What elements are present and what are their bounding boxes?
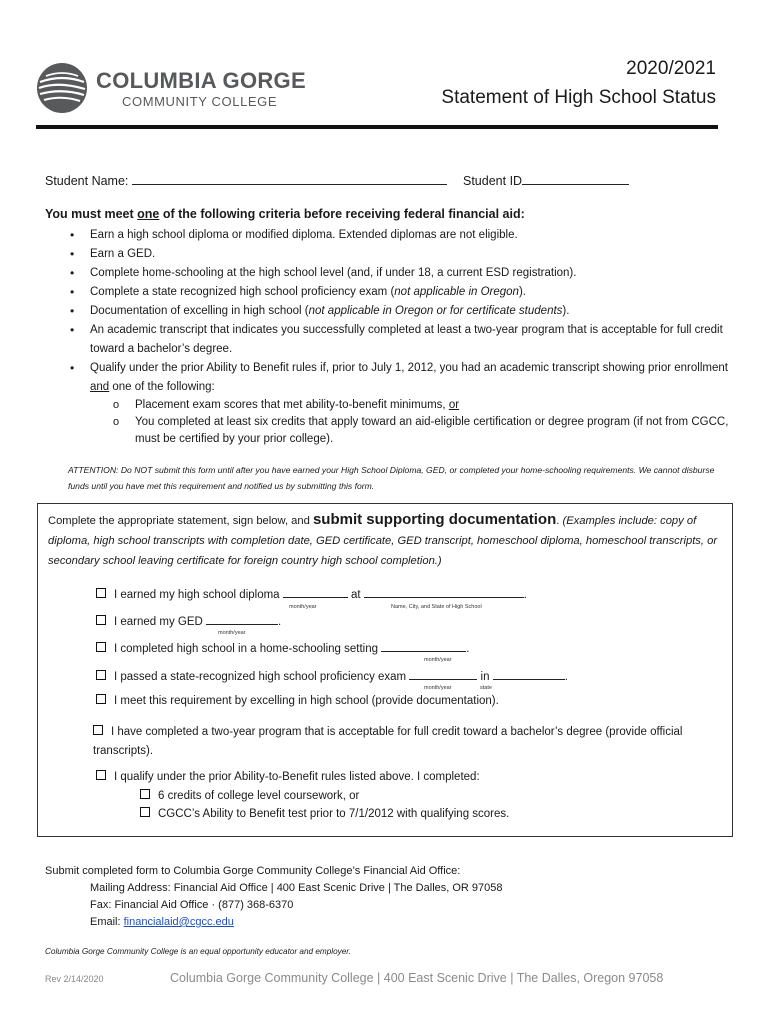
list-item: • An academic transcript that indicates you successfully completed at least a two-year program that is acceptable for full credit toward a bachelor’s degree.: [90, 321, 740, 359]
option-atb-credits: 6 credits of college level coursework, or: [140, 789, 359, 802]
sub-criteria-list: [90, 397, 740, 448]
requirements-heading: You must meet one of the following criteria before receiving federal financial aid:: [45, 207, 525, 221]
list-item: o You completed at least six credits that apply toward an aid-eligible certification or degree program (if not from CGCC, must be certified by your prior college).: [135, 414, 740, 448]
exam-state-field[interactable]: [493, 667, 565, 680]
excelling-checkbox[interactable]: [96, 694, 106, 704]
requirements-heading-emphasis: one: [137, 207, 160, 221]
list-item: • Complete a state recognized high school proficiency exam (not applicable in Oregon).: [90, 283, 740, 302]
submission-instructions: [45, 863, 503, 931]
hint-text: month/year: [424, 657, 452, 663]
option-ged: I earned my GED .: [96, 612, 281, 628]
header-divider: [36, 125, 718, 129]
option-homeschool: I completed high school in a home-schooling setting .: [96, 639, 469, 655]
attention-notice: ATTENTION: Do NOT submit this form until after you have earned your High School Diploma, GED, or completed your home-schooling requirements. We cannot disburse funds until you have met this requirement and notified us by submitting this form.: [68, 465, 715, 491]
option-diploma: I earned my high school diploma at .: [96, 585, 527, 601]
diploma-checkbox[interactable]: [96, 588, 106, 598]
diploma-date-field[interactable]: [283, 585, 348, 598]
student-name-field[interactable]: [132, 172, 447, 185]
email-link[interactable]: financialaid@cgcc.edu: [123, 916, 234, 928]
option-excelling: I meet this requirement by excelling in high school (provide documentation).: [96, 694, 499, 707]
list-item: • Earn a high school diploma or modified diploma. Extended diplomas are not eligible.: [90, 226, 740, 245]
email-row: Email: financialaid@cgcc.edu: [90, 916, 234, 928]
fax-number: Fax: Financial Aid Office · (877) 368-6370: [90, 899, 294, 911]
list-item: o Placement exam scores that met ability-to-benefit minimums, or: [135, 397, 740, 414]
student-id-field[interactable]: [522, 172, 629, 185]
option-atb-test: CGCC’s Ability to Benefit test prior to 7/1/2012 with qualifying scores.: [140, 807, 509, 820]
list-item: • Earn a GED.: [90, 245, 740, 264]
college-logo-mark-icon: [36, 62, 88, 114]
atb-credits-checkbox[interactable]: [140, 789, 150, 799]
exam-checkbox[interactable]: [96, 670, 106, 680]
hint-text: month/year: [289, 604, 317, 610]
page-title: Statement of High School Status: [441, 87, 716, 108]
atb-test-checkbox[interactable]: [140, 807, 150, 817]
statement-instructions: Complete the appropriate statement, sign below, and submit supporting documentation. (Examples include: copy of diploma, high school transcripts with completion date, GED certificate, GED transcript, homeschool diploma, homeschool transcripts, or secondary school leaving certificate for foreign country high school completion.): [48, 511, 718, 567]
logo-name: COLUMBIA GORGE: [96, 68, 306, 93]
footer-address: Columbia Gorge Community College | 400 East Scenic Drive | The Dalles, Oregon 97058: [170, 971, 664, 985]
list-item: • Documentation of excelling in high school (not applicable in Oregon or for certificate students).: [90, 302, 740, 321]
college-logo: [36, 62, 316, 118]
statement-box: [37, 503, 733, 837]
mailing-address: Mailing Address: Financial Aid Office | 400 East Scenic Drive | The Dalles, OR 97058: [90, 882, 503, 894]
revision-date: Rev 2/14/2020: [45, 974, 104, 984]
two-year-checkbox[interactable]: [93, 725, 103, 735]
hint-text: month/year: [424, 685, 452, 691]
list-item: • Complete home-schooling at the high school level (and, if under 18, a current ESD registration).: [90, 264, 740, 283]
homeschool-date-field[interactable]: [381, 639, 466, 652]
logo-subtitle: COMMUNITY COLLEGE: [122, 94, 278, 109]
atb-checkbox[interactable]: [96, 770, 106, 780]
option-proficiency-exam: I passed a state-recognized high school proficiency exam in .: [96, 667, 568, 683]
submission-intro: Submit completed form to Columbia Gorge Community College’s Financial Aid Office:: [45, 865, 461, 877]
hint-text: state: [480, 685, 492, 691]
option-ability-to-benefit: I qualify under the prior Ability-to-Benefit rules listed above. I completed:: [96, 770, 480, 783]
diploma-school-field[interactable]: [364, 585, 524, 598]
student-id-label: Student ID: [463, 174, 523, 188]
option-two-year-program: I have completed a two-year program that is acceptable for full credit toward a bachelor’s degree (provide official transcripts).: [93, 726, 683, 757]
list-item: • Qualify under the prior Ability to Benefit rules if, prior to July 1, 2012, you had an academic transcript showing prior enrollment and one of the following: o Placement exam scores that met ability-to-benefit minimums, or o You completed at least six credits that apply toward an aid-eligible certification or degree program (if not from CGCC, must be certified by your prior college).: [90, 359, 740, 448]
ged-checkbox[interactable]: [96, 615, 106, 625]
student-name-row: [45, 172, 447, 188]
academic-year: 2020/2021: [626, 58, 716, 79]
ged-date-field[interactable]: [206, 612, 278, 625]
hint-text: month/year: [218, 630, 246, 636]
student-id-row: [463, 172, 629, 188]
criteria-list: [70, 226, 740, 448]
homeschool-checkbox[interactable]: [96, 642, 106, 652]
student-name-label: Student Name:: [45, 174, 129, 188]
equal-opportunity-statement: Columbia Gorge Community College is an equal opportunity educator and employer.: [45, 947, 351, 956]
exam-date-field[interactable]: [409, 667, 477, 680]
hint-text: Name, City, and State of High School: [391, 604, 482, 610]
